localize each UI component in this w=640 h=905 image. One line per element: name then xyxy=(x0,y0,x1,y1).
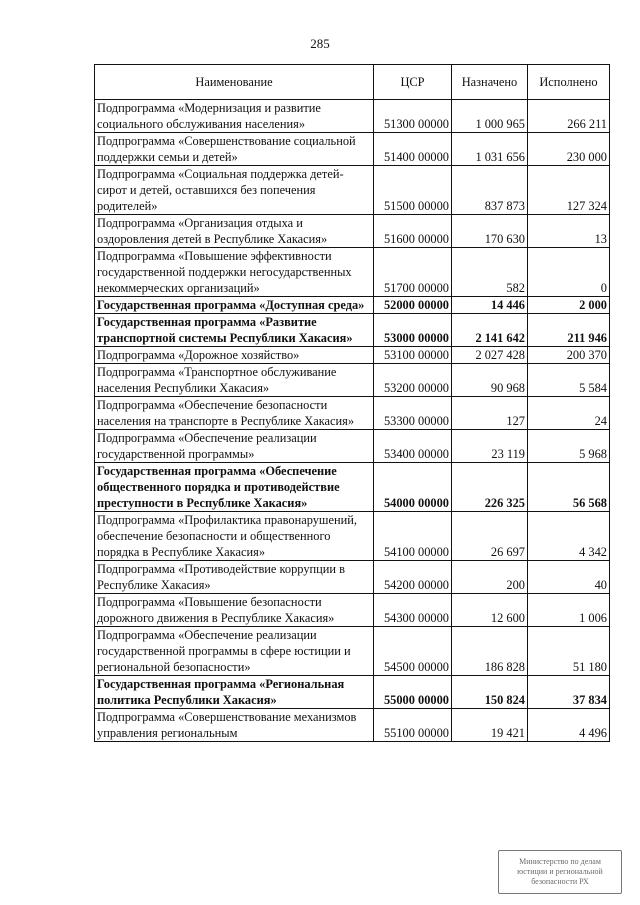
table-row xyxy=(95,100,610,133)
row-name: Государственная программа «Доступная среда» xyxy=(95,297,374,314)
stamp-line: Министерство по делам xyxy=(519,857,601,866)
row-assigned: 23 119 xyxy=(452,430,528,463)
row-assigned: 14 446 xyxy=(452,297,528,314)
row-code: 51700 00000 xyxy=(374,248,452,297)
row-executed: 0 xyxy=(528,248,610,297)
row-assigned: 150 824 xyxy=(452,676,528,709)
row-name: Подпрограмма «Профилактика правонарушений, обеспечение безопасности и общественного порядка в Республике Хакасия» xyxy=(95,512,374,561)
row-name: Государственная программа «Развитие транспортной системы Республики Хакасия» xyxy=(95,314,374,347)
table-header-row xyxy=(95,65,610,100)
row-name: Подпрограмма «Обеспечение безопасности населения на транспорте в Республике Хакасия» xyxy=(95,397,374,430)
row-executed: 24 xyxy=(528,397,610,430)
row-assigned: 186 828 xyxy=(452,627,528,676)
table-row xyxy=(95,248,610,297)
row-code: 54200 00000 xyxy=(374,561,452,594)
ministry-stamp xyxy=(498,850,622,894)
row-executed: 37 834 xyxy=(528,676,610,709)
row-assigned: 2 027 428 xyxy=(452,347,528,364)
table-row xyxy=(95,709,610,742)
row-code: 52000 00000 xyxy=(374,297,452,314)
row-executed: 200 370 xyxy=(528,347,610,364)
row-executed: 266 211 xyxy=(528,100,610,133)
row-code: 55000 00000 xyxy=(374,676,452,709)
table-row xyxy=(95,397,610,430)
budget-table xyxy=(94,64,610,742)
header-executed: Исполнено xyxy=(528,65,610,100)
table-row xyxy=(95,512,610,561)
row-executed: 13 xyxy=(528,215,610,248)
row-code: 53300 00000 xyxy=(374,397,452,430)
row-code: 51500 00000 xyxy=(374,166,452,215)
row-name: Подпрограмма «Совершенствование механизмов управления региональным xyxy=(95,709,374,742)
row-assigned: 26 697 xyxy=(452,512,528,561)
row-assigned: 582 xyxy=(452,248,528,297)
row-executed: 127 324 xyxy=(528,166,610,215)
row-code: 54500 00000 xyxy=(374,627,452,676)
row-name: Подпрограмма «Повышение безопасности дорожного движения в Республике Хакасия» xyxy=(95,594,374,627)
row-executed: 56 568 xyxy=(528,463,610,512)
row-executed: 5 968 xyxy=(528,430,610,463)
row-executed: 2 000 xyxy=(528,297,610,314)
row-code: 54100 00000 xyxy=(374,512,452,561)
row-executed: 230 000 xyxy=(528,133,610,166)
table-row xyxy=(95,215,610,248)
page-number: 285 xyxy=(310,36,330,51)
row-code: 51600 00000 xyxy=(374,215,452,248)
row-name: Подпрограмма «Модернизация и развитие социального обслуживания населения» xyxy=(95,100,374,133)
row-code: 53100 00000 xyxy=(374,347,452,364)
row-name: Подпрограмма «Противодействие коррупции в Республике Хакасия» xyxy=(95,561,374,594)
row-name: Подпрограмма «Повышение эффективности государственной поддержки негосударственных некоммерческих организаций» xyxy=(95,248,374,297)
table-body xyxy=(95,100,610,742)
row-executed: 5 584 xyxy=(528,364,610,397)
row-assigned: 170 630 xyxy=(452,215,528,248)
table-row xyxy=(95,463,610,512)
table-row xyxy=(95,314,610,347)
row-assigned: 2 141 642 xyxy=(452,314,528,347)
header-assigned: Назначено xyxy=(452,65,528,100)
row-assigned: 127 xyxy=(452,397,528,430)
row-name: Подпрограмма «Организация отдыха и оздоровления детей в Республике Хакасия» xyxy=(95,215,374,248)
table-row xyxy=(95,347,610,364)
table-row xyxy=(95,166,610,215)
stamp-line: юстиции и региональной xyxy=(517,867,603,876)
row-code: 53200 00000 xyxy=(374,364,452,397)
row-name: Подпрограмма «Социальная поддержка детей-сирот и детей, оставшихся без попечения родителей» xyxy=(95,166,374,215)
row-code: 51400 00000 xyxy=(374,133,452,166)
row-name: Подпрограмма «Дорожное хозяйство» xyxy=(95,347,374,364)
row-assigned: 200 xyxy=(452,561,528,594)
table-row xyxy=(95,594,610,627)
row-executed: 4 496 xyxy=(528,709,610,742)
row-executed: 4 342 xyxy=(528,512,610,561)
row-code: 54300 00000 xyxy=(374,594,452,627)
table-row xyxy=(95,676,610,709)
row-executed: 51 180 xyxy=(528,627,610,676)
row-assigned: 12 600 xyxy=(452,594,528,627)
row-code: 51300 00000 xyxy=(374,100,452,133)
table-row xyxy=(95,430,610,463)
row-code: 53400 00000 xyxy=(374,430,452,463)
row-assigned: 90 968 xyxy=(452,364,528,397)
row-assigned: 837 873 xyxy=(452,166,528,215)
row-assigned: 1 031 656 xyxy=(452,133,528,166)
row-assigned: 226 325 xyxy=(452,463,528,512)
row-code: 54000 00000 xyxy=(374,463,452,512)
table-row xyxy=(95,627,610,676)
row-name: Государственная программа «Региональная политика Республики Хакасия» xyxy=(95,676,374,709)
table-row xyxy=(95,133,610,166)
table-row xyxy=(95,297,610,314)
row-name: Государственная программа «Обеспечение общественного порядка и противодействие преступности в Республике Хакасия» xyxy=(95,463,374,512)
row-executed: 40 xyxy=(528,561,610,594)
header-code: ЦСР xyxy=(374,65,452,100)
row-executed: 211 946 xyxy=(528,314,610,347)
row-assigned: 19 421 xyxy=(452,709,528,742)
row-assigned: 1 000 965 xyxy=(452,100,528,133)
row-name: Подпрограмма «Совершенствование социальной поддержки семьи и детей» xyxy=(95,133,374,166)
row-name: Подпрограмма «Обеспечение реализации государственной программы» xyxy=(95,430,374,463)
table-row xyxy=(95,364,610,397)
row-code: 55100 00000 xyxy=(374,709,452,742)
row-code: 53000 00000 xyxy=(374,314,452,347)
stamp-line: безопасности РХ xyxy=(531,877,589,886)
table-row xyxy=(95,561,610,594)
row-name: Подпрограмма «Обеспечение реализации государственной программы в сфере юстиции и региональной безопасности» xyxy=(95,627,374,676)
header-name: Наименование xyxy=(95,65,374,100)
row-executed: 1 006 xyxy=(528,594,610,627)
row-name: Подпрограмма «Транспортное обслуживание населения Республики Хакасия» xyxy=(95,364,374,397)
